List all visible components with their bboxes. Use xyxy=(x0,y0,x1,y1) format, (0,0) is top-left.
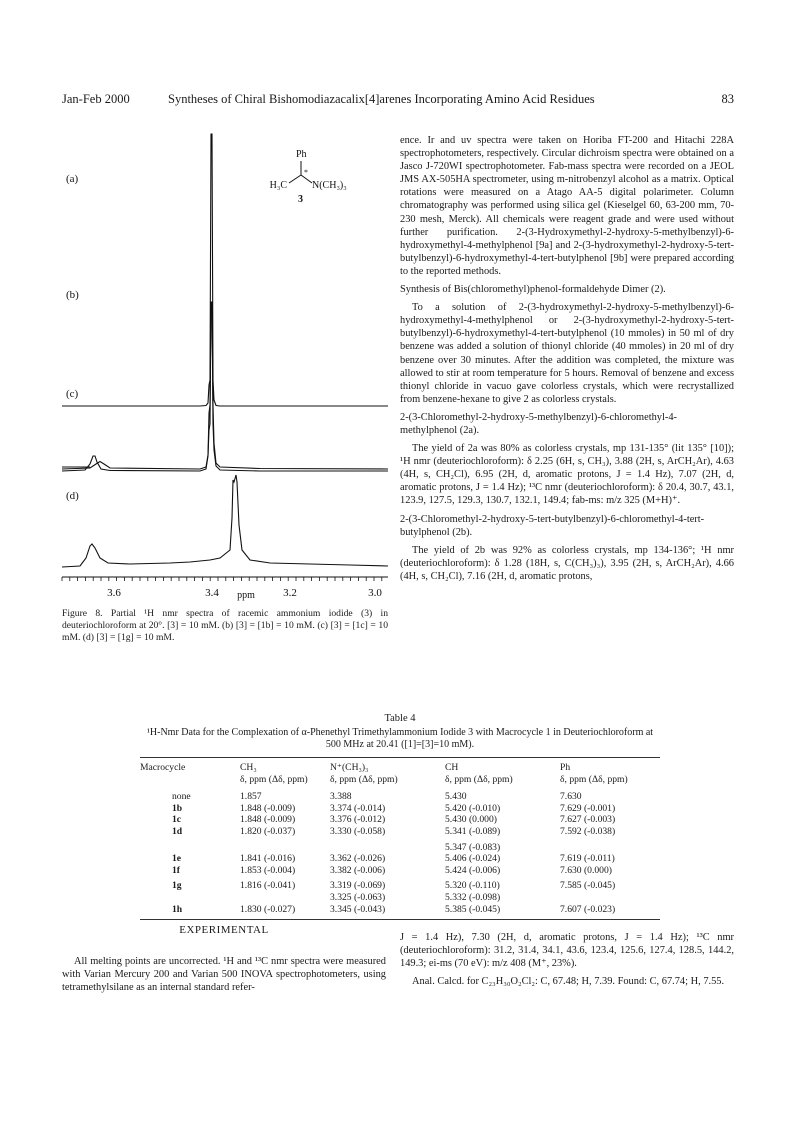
table-cell: 3.330 (-0.058) xyxy=(330,825,386,837)
table-bottom-rule xyxy=(140,919,660,920)
table-cell: 7.592 (-0.038) xyxy=(560,825,616,837)
table-cell: 5.430 (0.000) xyxy=(445,814,497,826)
table-label: Table 4 xyxy=(384,713,416,724)
table-4 xyxy=(140,713,660,920)
header-date: Jan-Feb 2000 xyxy=(62,92,130,106)
structure-nme3: N(CH₃)₃ xyxy=(312,180,347,191)
table-cell-macrocycle xyxy=(140,892,240,904)
table-cell: 3.319 (-0.069) xyxy=(330,880,386,892)
table-cell: 1.820 (-0.037) xyxy=(240,825,296,837)
table-row xyxy=(140,876,660,892)
table-cell: 3.362 (-0.026) xyxy=(330,853,386,865)
structure-3 xyxy=(270,149,347,205)
table-cell: 5.430 xyxy=(445,791,467,803)
tick-label-3.4: 3.4 xyxy=(205,587,219,599)
axis-unit: ppm xyxy=(237,590,255,601)
table-cell: 1.816 (-0.041) xyxy=(240,880,296,892)
experimental-section xyxy=(62,924,386,999)
col-subheader: δ, ppm (Δδ, ppm) xyxy=(330,773,398,785)
header-title: Syntheses of Chiral Bishomodiazacalix[4]arenes Incorporating Amino Acid Residues xyxy=(168,92,595,106)
paragraph-2a-data: The yield of 2a was 80% as colorless crystals, mp 131-135° (lit 135° [10]); ¹H nmr (deuteriochloroform): δ 2.25 (6H, s, CH₃), 3.88 (2H, s, ArCH₂Ar), 4.63 (4H, s, CH₂Cl), 6.95 (2H, d, aromatic protons, J = 1.4 Hz), 7.07 (2H, d, aromatic protons, J = 1.4 Hz); ¹³C nmr (deuteriochloroform): δ 20.4, 30.7, 43.1, 123.9, 127.5, 129.3, 130.7, 132.1, 149.4; fab-ms: m/z 325 (M+H)⁺. xyxy=(400,443,734,507)
table-row xyxy=(140,826,660,838)
structure-h3c: H₃C xyxy=(269,180,287,191)
paragraph-analysis: Anal. Calcd. for C₂₃H₃₀O₂Cl₂: C, 67.48; H, 7.39. Found: C, 67.74; H, 7.55. xyxy=(412,976,725,988)
table-cell: 5.347 (-0.083) xyxy=(445,841,501,853)
table-row xyxy=(140,814,660,826)
table-cell xyxy=(560,892,660,904)
figure-caption: Figure 8. Partial ¹H nmr spectra of racemic ammonium iodide (3) in deuteriochloroform at 20°. [3] = 10 mM. (b) [3] = [1b] = 10 mM. (c) [3] = [1c] = 10 mM. (d) [3] = [1g] = 10 mM. xyxy=(62,608,388,643)
table-cell: 1.848 (-0.009) xyxy=(240,814,296,826)
col-subheader: δ, ppm (Δδ, ppm) xyxy=(445,773,513,785)
table-cell: 7.630 xyxy=(560,791,582,803)
table-cell-macrocycle: 1d xyxy=(172,825,183,837)
table-cell: 5.332 (-0.098) xyxy=(445,891,501,903)
table-cell xyxy=(240,892,330,904)
table-cell: 7.627 (-0.003) xyxy=(560,814,616,826)
paragraph-2b-data: The yield of 2b was 92% as colorless crystals, mp 134-136°; ¹H nmr (deuteriochloroform): δ 1.28 (18H, s, C(CH₃)₃), 3.95 (2H, s, ArCH₂Ar), 4.66 (4H, s, CH₂Cl), 7.16 (2H, d, aromatic protons, xyxy=(400,544,734,582)
table-cell-macrocycle: 1f xyxy=(172,864,180,876)
spectrum-trace-a xyxy=(62,134,388,406)
table-cell: 5.320 (-0.110) xyxy=(445,880,500,892)
col-header-ch: CH xyxy=(445,762,459,773)
section-heading-dimer: Synthesis of Bis(chloromethyl)phenol-formaldehyde Dimer (2). xyxy=(400,284,666,296)
table-grid xyxy=(140,762,660,915)
tick-label-3.0: 3.0 xyxy=(368,587,382,599)
right-column xyxy=(400,134,734,588)
page-number: 83 xyxy=(721,92,734,106)
table-row xyxy=(140,803,660,815)
col-header-macrocycle: Macrocycle xyxy=(140,762,186,773)
nmr-spectra-figure xyxy=(60,130,390,606)
tick-label-3.2: 3.2 xyxy=(283,587,297,599)
col-subheader: δ, ppm (Δδ, ppm) xyxy=(560,773,628,785)
table-cell xyxy=(330,838,445,854)
structure-ph: Ph xyxy=(296,149,307,160)
experimental-heading: EXPERIMENTAL xyxy=(179,924,269,936)
paragraph-2b-continued: J = 1.4 Hz), 7.30 (2H, d, aromatic protons, J = 1.4 Hz); ¹³C nmr (deuteriochloroform): 31.2, 31.4, 34.1, 43.6, 123.4, 125.6, 127.4, 128.5, 144.2, 149.3; ei-ms (70 eV): m/z 408 (M⁺, 23%). xyxy=(400,932,734,970)
table-cell: 1.853 (-0.004) xyxy=(240,864,296,876)
table-cell-macrocycle: 1c xyxy=(172,814,182,826)
table-cell: 3.376 (-0.012) xyxy=(330,814,386,826)
table-cell: 1.857 xyxy=(240,791,262,803)
table-cell: 7.630 (0.000) xyxy=(560,864,612,876)
table-cell: 1.848 (-0.009) xyxy=(240,802,296,814)
continuation-column xyxy=(400,931,734,993)
table-cell-macrocycle: 1b xyxy=(172,802,183,814)
panel-label-a: (a) xyxy=(66,173,79,185)
table-cell: 3.325 (-0.063) xyxy=(330,891,386,903)
table-cell: 1.830 (-0.027) xyxy=(240,903,296,915)
col-header-nme3: N⁺(CH₃)₃ xyxy=(330,762,369,773)
paragraph-instruments: ence. Ir and uv spectra were taken on Horiba FT-200 and Hitachi 228A spectrophotometers, respectively. Circular dichroism spectra were obtained on a Jasco J-720WI spectrophotometer. Fab-mass spectra were recorded on a JEOL JMS AX-505HA spectrometer, using m-nitrobenzyl alcohol as a matrix. Optical rotations were measured on a Atago AA-5 digital polarimeter. Column chromatography was performed using silica gel (Kieselgel 60, 63-200 mm, 70-230 mesh, Merck). All chemicals were reagent grade and were used without further purification. 2-(3-Hydroxymethyl-2-hydroxy-5-methylbenzyl)-6-hydroxymethyl-4-methylphenol [9a] and 2-(3-hydroxymethyl-2-hydroxy-5-tert-butylbenzyl)-6-hydroxymethyl-4-tert-butylphenol [9b] were prepared according to the reported methods. xyxy=(400,135,734,277)
table-row xyxy=(140,791,660,803)
table-cell-macrocycle xyxy=(140,838,240,854)
table-row xyxy=(140,904,660,916)
table-cell: 5.424 (-0.006) xyxy=(445,864,501,876)
col-header-ch3: CH₃ xyxy=(240,762,257,773)
table-row xyxy=(140,892,660,904)
table-row xyxy=(140,838,660,854)
table-cell: 7.585 (-0.045) xyxy=(560,880,616,892)
panel-label-b: (b) xyxy=(66,289,79,301)
compound-heading-2a: 2-(3-Chloromethyl-2-hydroxy-5-methylbenzyl)-6-chloromethyl-4-methylphenol (2a). xyxy=(400,411,678,436)
table-cell: 3.382 (-0.006) xyxy=(330,864,386,876)
table-caption: ¹H-Nmr Data for the Complexation of α-Phenethyl Trimethylammonium Iodide 3 with Macrocycle 1 in Deuteriochloroform at 500 MHz at 20.41 ([1]=[3]=10 mM). xyxy=(146,727,654,750)
table-cell: 5.385 (-0.045) xyxy=(445,903,501,915)
table-cell-macrocycle: 1g xyxy=(172,880,182,892)
table-cell: 5.420 (-0.010) xyxy=(445,802,501,814)
table-cell: 3.374 (-0.014) xyxy=(330,802,386,814)
col-header-ph: Ph xyxy=(560,762,571,773)
spectrum-trace-b xyxy=(62,302,388,471)
col-subheader: δ, ppm (Δδ, ppm) xyxy=(240,773,308,785)
table-cell: 5.341 (-0.089) xyxy=(445,825,501,837)
table-cell: 7.607 (-0.023) xyxy=(560,903,616,915)
table-cell: 7.619 (-0.011) xyxy=(560,853,615,865)
table-row xyxy=(140,853,660,865)
spectrum-trace-d xyxy=(62,475,388,567)
paragraph-experimental: All melting points are uncorrected. ¹H and ¹³C nmr spectra were measured with Varian Mercury 200 and Varian 500 INOVA spectrophotometers, using tetramethylsilane as an internal standard refer- xyxy=(62,956,386,994)
structure-number: 3 xyxy=(298,194,303,205)
table-cell-macrocycle: 1h xyxy=(172,903,183,915)
running-header xyxy=(62,92,734,110)
table-cell-macrocycle: 1e xyxy=(172,853,182,865)
table-top-rule xyxy=(140,757,660,758)
table-cell: 3.345 (-0.043) xyxy=(330,903,386,915)
table-row xyxy=(140,865,660,877)
spectrum-trace-c-main xyxy=(62,303,388,469)
table-cell: 7.629 (-0.001) xyxy=(560,802,616,814)
table-cell-macrocycle: none xyxy=(172,791,191,803)
paragraph-dimer-procedure: To a solution of 2-(3-hydroxymethyl-2-hydroxy-5-methylbenzyl)-6-hydroxymethyl-4-methylphenol or 2-(3-hydroxymethyl-2-hydroxy-5-tert-butylbenzyl)-6-hydroxymethyl-4-tert-butylphenol (10 mmoles) in 50 ml of dry benzene was added a solution of thionyl chloride (40 mmoles) in 20 ml of dry benzene over 30 minutes. After the addition was completed, the mixture was allowed to stir at room temperature for 5 hours. Removal of benzene and excess thionyl chloride in vacuo gave colorless crystals, which were recrystallized from benzene-hexane to give 2 as colorless crystals. xyxy=(400,302,734,405)
panel-label-d: (d) xyxy=(66,490,79,502)
table-cell xyxy=(560,838,660,854)
table-cell: 5.406 (-0.024) xyxy=(445,853,501,865)
panel-label-c: (c) xyxy=(66,388,79,400)
structure-stereocenter: * xyxy=(304,168,308,177)
compound-heading-2b: 2-(3-Chloromethyl-2-hydroxy-5-tert-butylbenzyl)-6-chloromethyl-4-tert-butylphenol (2b). xyxy=(400,513,705,538)
tick-label-3.6: 3.6 xyxy=(107,587,121,599)
table-cell xyxy=(240,838,330,854)
table-cell: 1.841 (-0.016) xyxy=(240,853,296,865)
table-cell: 3.388 xyxy=(330,791,352,803)
